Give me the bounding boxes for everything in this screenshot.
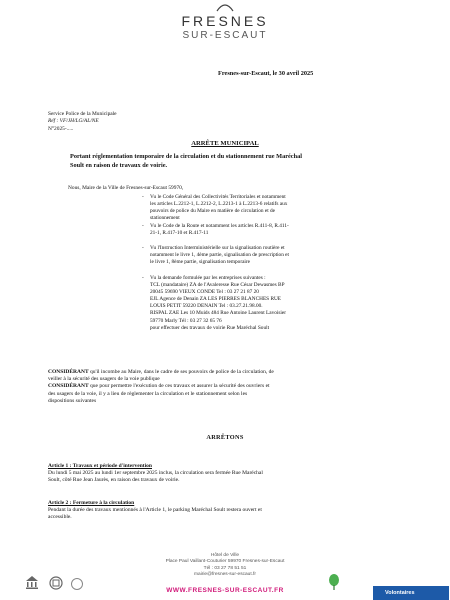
vu-line: TCL (mandataire) ZA de l'Avaleresse Rue César Dewasmes BP xyxy=(150,282,285,289)
vu-line: pour effectuer des travaux de voirie Rue Maréchal Soult xyxy=(150,324,270,331)
vu-line: Vu la demande formulée par les entreprises suivantes : xyxy=(150,275,266,281)
vu-line: LOUIS PETIT 59220 DENAIN Tel : 03.27.21.98.00. xyxy=(150,303,263,310)
arretons-heading: ARRÊTONS xyxy=(206,434,244,441)
article-2 xyxy=(48,500,418,522)
considerant-line: veiller à la sécurité des usagers de la voie publique xyxy=(48,376,160,383)
vu-line: 21-1, R.417-10 et R.417-11 xyxy=(150,230,209,237)
vu-line: le livre 1, 8ème partie, signalisation temporaire xyxy=(150,259,251,266)
vu-line: notamment le livre 1, 4ème partie, signalisation de prescription et xyxy=(150,252,290,259)
city-logo-name: FRESNES xyxy=(181,13,269,29)
reference: Réf : VF/JH/LG/AL/NE xyxy=(48,118,99,125)
vu-line: Vu le Code Général des Collectivités Territoriales et notamment xyxy=(150,194,286,200)
vu-line: Vu l'Instruction Interministérielle sur la signalisation routière et xyxy=(150,245,285,251)
badge-label: Volontaires xyxy=(385,590,415,596)
vu-item: - Vu la demande formulée par les entreprises suivantes : TCL (mandataire) ZA de l'Avaleresse Rue César Dewasmes BP 20045 59690 VIEUX CONDE Tel : 03 27 21 87 20 EJL Agence de Denain ZA LES PIERRES BLANCHES RUE LOUIS PETIT 59220 DENAIN Tel : 03.27.21.98.00. RISPAL ZAE Les 10 Muids 484 Rue Antoine Laurent Lavoisier 59770 Marly Tél : 03 27 32 65 76 pour effectuer des travaux de voirie Rue Maréchal Soult xyxy=(150,275,440,332)
considerant-line: des usagers de la voie, il y a lieu de règlementer la circulation et le stationnement selon les xyxy=(48,390,248,397)
considerant-line: CONSIDÉRANT que pour permettre l'exécution de ces travaux et assurer la sécurité des ouvriers et xyxy=(48,383,270,390)
article-line: Du lundi 5 mai 2025 au lundi 1er septembre 2025 inclus, la circulation sera fermée Rue Maréchal xyxy=(48,470,263,477)
footer-line: Tél : 03 27 78 51 51 xyxy=(203,565,247,571)
article-heading: Article 2 : Fermeture à la circulation xyxy=(48,500,135,506)
document-title: ARRÊTE MUNICIPAL xyxy=(191,140,259,147)
footer-address xyxy=(0,553,450,579)
volontaires-badge xyxy=(373,586,449,600)
article-line: accessible. xyxy=(48,514,72,521)
vu-line: EJL Agence de Denain ZA LES PIERRES BLANCHES RUE xyxy=(150,296,282,303)
footer-line: mairie@fresnes-sur-escaut.fr xyxy=(194,572,256,578)
document-date: Fresnes-sur-Escaut, le 30 avril 2025 xyxy=(218,70,314,77)
subject-line: Portant réglementation temporaire de la circulation et du stationnement rue Maréchal xyxy=(70,153,303,160)
vu-line: Vu le Code de la Route et notamment les articles R.411-8, R.411- xyxy=(150,223,289,229)
article-line: Soult, côté Rue Jean Jaurès, en raison des travaux de voirie. xyxy=(48,477,180,484)
service-name: Service Police de la Municipale xyxy=(48,111,117,117)
considerant-line: dispositions suivantes xyxy=(48,397,97,404)
vu-item: - Vu le Code de la Route et notamment les articles R.411-8, R.411- 21-1, R.417-10 et R.417-11 xyxy=(150,223,440,237)
website-link[interactable]: WWW.FRESNES-SUR-ESCAUT.FR xyxy=(166,587,284,594)
vu-line: les articles L.2212-1, L.2212-2, L.2213-1 à L.2213-6 relatifs aux xyxy=(150,201,288,208)
vu-line: 59770 Marly Tél : 03 27 32 65 76 xyxy=(150,317,222,324)
article-heading: Article 1 : Travaux et période d'intervention xyxy=(48,463,152,469)
city-logo-icon xyxy=(216,2,234,12)
considerant-line: CONSIDÉRANT qu'il incombe au Maire, dans le cadre de ses pouvoirs de police de la circulation, de xyxy=(48,369,274,375)
service-block xyxy=(48,111,117,133)
arrete-number: N°2025-..... xyxy=(48,125,74,132)
article-line: Pendant la durée des travaux mentionnés à l'Article 1, le parking Maréchal Soult restera ouvert et xyxy=(48,507,262,514)
vu-line: stationnement xyxy=(150,215,180,222)
eco-logo-icon xyxy=(328,574,340,590)
vu-line: pouvoirs de police du Maire en matière de circulation et de xyxy=(150,208,276,215)
vu-item: - Vu l'Instruction Interministérielle sur la signalisation routière et notamment le livre 1, 4ème partie, signalisation de prescription et le livre 1, 8ème partie, signalisation temporaire xyxy=(150,245,440,266)
intro-text: Nous, Maire de la Ville de Fresnes-sur-Escaut 59970, xyxy=(68,185,184,191)
vu-line: 20045 59690 VIEUX CONDE Tel : 03 27 21 87 20 xyxy=(150,289,259,296)
vu-line: RISPAL ZAE Les 10 Muids 484 Rue Antoine Laurent Lavoisier xyxy=(150,310,286,317)
footer-line: Hôtel de Ville xyxy=(210,553,240,558)
vu-item: - Vu le Code Général des Collectivités Territoriales et notamment les articles L.2212-1, L.2212-2, L.2213-1 à L.2213-6 relatifs aux pouvoirs de police du Maire en matière de circulation et de stationnement xyxy=(150,194,440,222)
subject-line: Soult en raison de travaux de voirie. xyxy=(70,161,168,169)
footer-line: Place Paul Vaillant-Couturier 59970 Fresnes-sur-Escaut xyxy=(165,559,285,565)
document-subject xyxy=(70,153,410,170)
considerant-block xyxy=(48,369,408,405)
city-logo-subname: SUR-ESCAUT xyxy=(182,30,268,41)
article-1 xyxy=(48,463,418,485)
